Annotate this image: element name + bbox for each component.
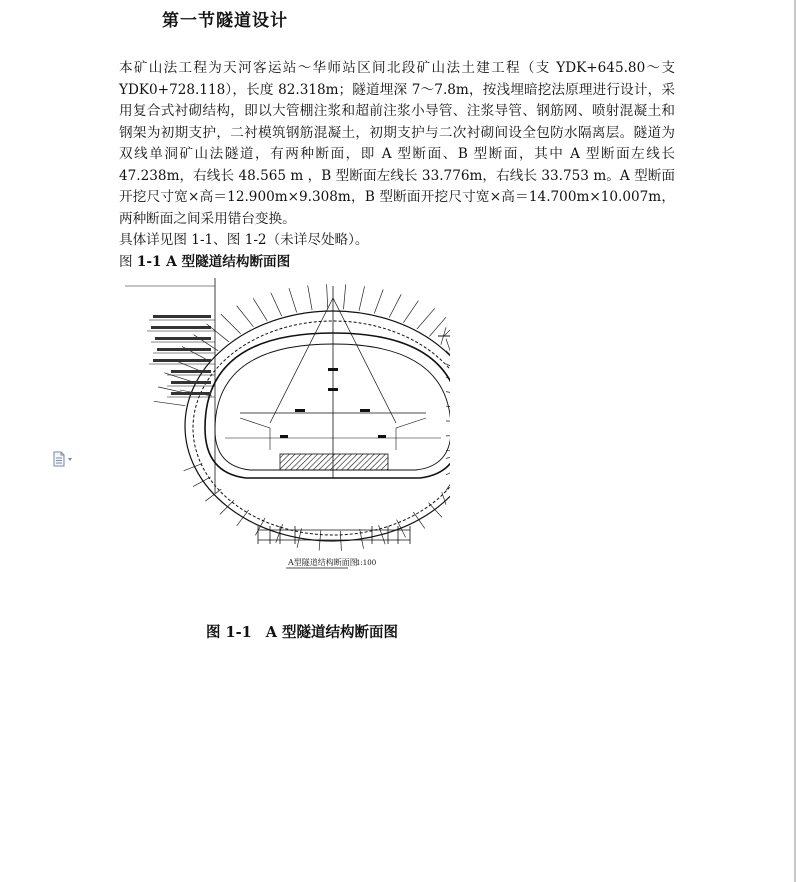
section-heading: 第一节隧道设计 [162,11,288,31]
figure-reference [119,252,675,274]
legend-entry [171,392,211,395]
anchor-bolt [446,392,450,398]
paragraph-2: 具体详见图 1-1、图 1-2（未详尽处略）。 [119,232,369,248]
legend-entry [171,370,211,373]
anchor-bolt [417,308,435,329]
figure-reference-number: 1-1 [136,253,162,270]
legend-entry [155,337,211,340]
legend-entry [153,359,211,362]
figure-reference-prefix: 图 [119,253,137,270]
anchor-bolt [446,421,450,422]
anchor-bolt [359,286,365,311]
drawing-scale: 1:100 [356,559,377,567]
anchor-bolt [344,284,346,309]
drawing-legend [147,315,215,397]
caption-text: A 型隧道结构断面图 [265,624,399,641]
legend-entry [153,315,211,318]
body-text [119,58,675,273]
secondary-lining [215,344,450,470]
anchor-bolt [237,306,254,327]
anchor-bolt [446,434,450,436]
document-icon[interactable] [53,451,77,467]
anchor-bolt [237,510,249,526]
caption-number: 图 1-1 [206,624,252,641]
anchor-bolt [164,373,194,382]
legend-entry [157,348,211,351]
legend-entry [171,381,211,384]
invert-hatch [280,454,388,470]
anchor-bolt [221,314,241,334]
anchor-bolt [374,290,383,314]
anchor-bolt [271,293,282,317]
anchor-bolt [446,364,450,375]
paragraph-1: 本矿山法工程为天河客运站～华师站区间北段矿山法土建工程（支 YDK+645.80～支YDK0+728.118），长度 82.318m；隧道埋深 7～7.8m，按浅埋暗挖法原理进行设计，采用复合式衬砌结构，即以大管棚注浆和超前注浆小导管、注浆导管、钢筋网、喷射混凝土和钢架为初期支护，二衬模筑钢筋混凝土，初期支护与二次衬砌间设全包防水隔离层。隧道为双线单洞矿山法隧道，有两种断面，即 A 型断面、B 型断面，其中 A 型断面左线长 47.238m，右线长 48.565 m ，B 型断面左线长 33.776m，右线长 33.753 m。A 型断面开挖尺寸宽×高＝12.900m×9.308m，B 型断面开挖尺寸宽×高＝14.700m×10.007m，两种断面之间采用错台变换。 [119,60,675,227]
anchor-bolt [429,317,446,336]
anchor-bolt [253,298,267,320]
anchor-bolt [184,464,203,471]
anchor-bolt [403,301,418,323]
anchor-bolt [389,294,401,317]
anchor-bolt [446,453,450,458]
legend-entry [151,326,211,329]
tunnel-cross-section-drawing [120,278,450,578]
figure-reference-text: A 型隧道结构断面图 [161,253,291,270]
anchor-bolt [327,284,328,309]
figure-caption [206,621,398,642]
anchor-bolt [289,288,297,312]
anchor-bolt [308,285,312,310]
anchor-bolt [154,401,186,405]
drawing-title: A型隧道结构断面图 [288,558,358,567]
